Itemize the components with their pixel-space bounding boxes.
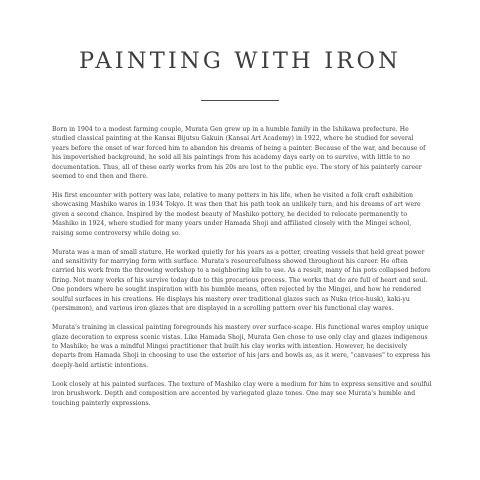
page-title: PAINTING WITH IRON bbox=[79, 48, 401, 74]
paragraph-surfaces: Look closely at his painted surfaces. The texture of Mashiko clay were a medium for him to express sensitive and soulful iron brushwork. Depth and composition are accented by variegated glaze tones. One may see Murata's humble and touching painterly expressions. bbox=[52, 380, 432, 407]
title-divider bbox=[201, 100, 279, 101]
paragraph-training: Murata's training in classical painting foregrounds his mastery over surface-scape. His functional wares employ unique glaze decoration to express scenic vistas. Like Hamada Shoji, Murata Gen chose to use only clay and glazes indigenous to Mashiko; he was a mindful Mingei practitioner that built his clay works with intention. However, he decisively departs from Hamada Shoji in choosing to use the exterior of his jars and bowls as, as it were, "canvases" to express his deeply-held artistic intentions. bbox=[52, 324, 431, 369]
paragraph-early-life: Born in 1904 to a modest farming couple, Murata Gen grew up in a humble family in the Ishikawa prefecture. He studied classical painting at the Kansai Bijutsu Gakuin (Kansai Art Academy) in 1922, where he studied for several years before the onset of war forced him to abandon his dreams of being a painter. Because of the war, and because of his impoverished background, he sold all his paintings from his academy days early on to survive, with little to no documentation. Thus, all of these early works from his 20s are lost to the public eye. The story of his painterly career seemed to end then and there. bbox=[52, 126, 426, 181]
paragraph-character: Murata was a man of small stature. He worked quietly for his years as a potter, creating vessels that held great power and sensitivity for marrying form with surface. Murata's resourcefulness showed throughout his career. He often carried his work from the throwing workshop to a neighboring kiln to use. As a result, many of his pots collapsed before firing. Not many works of his survive today due to this precarious process. The works that do are full of heart and soul. One ponders where he sought inspiration with his humble means, often rejected by the Mingei, and how he rendered soulful surfaces in his creations. He displays his mastery over traditional glazes such as Nuka (rice-husk), kaki-yu (persimmon), and various iron glazes that are displayed in a scrolling pattern over his functional clay wares. bbox=[52, 248, 431, 313]
article-body bbox=[52, 125, 432, 418]
paragraph-first-encounter: His first encounter with pottery was late, relative to many potters in his life, when he visited a folk craft exhibition showcasing Mashiko wares in 1934 Tokyo. It was then that his path took an unlikely turn, and his dreams of art were given a second chance. Inspired by the modest beauty of Mashiko pottery, he decided to relocate permanently to Mashiko in 1924, where studied for many years under Hamada Shoji and affiliated closely with the Mingei school, raising some controversy while doing so. bbox=[52, 192, 421, 237]
